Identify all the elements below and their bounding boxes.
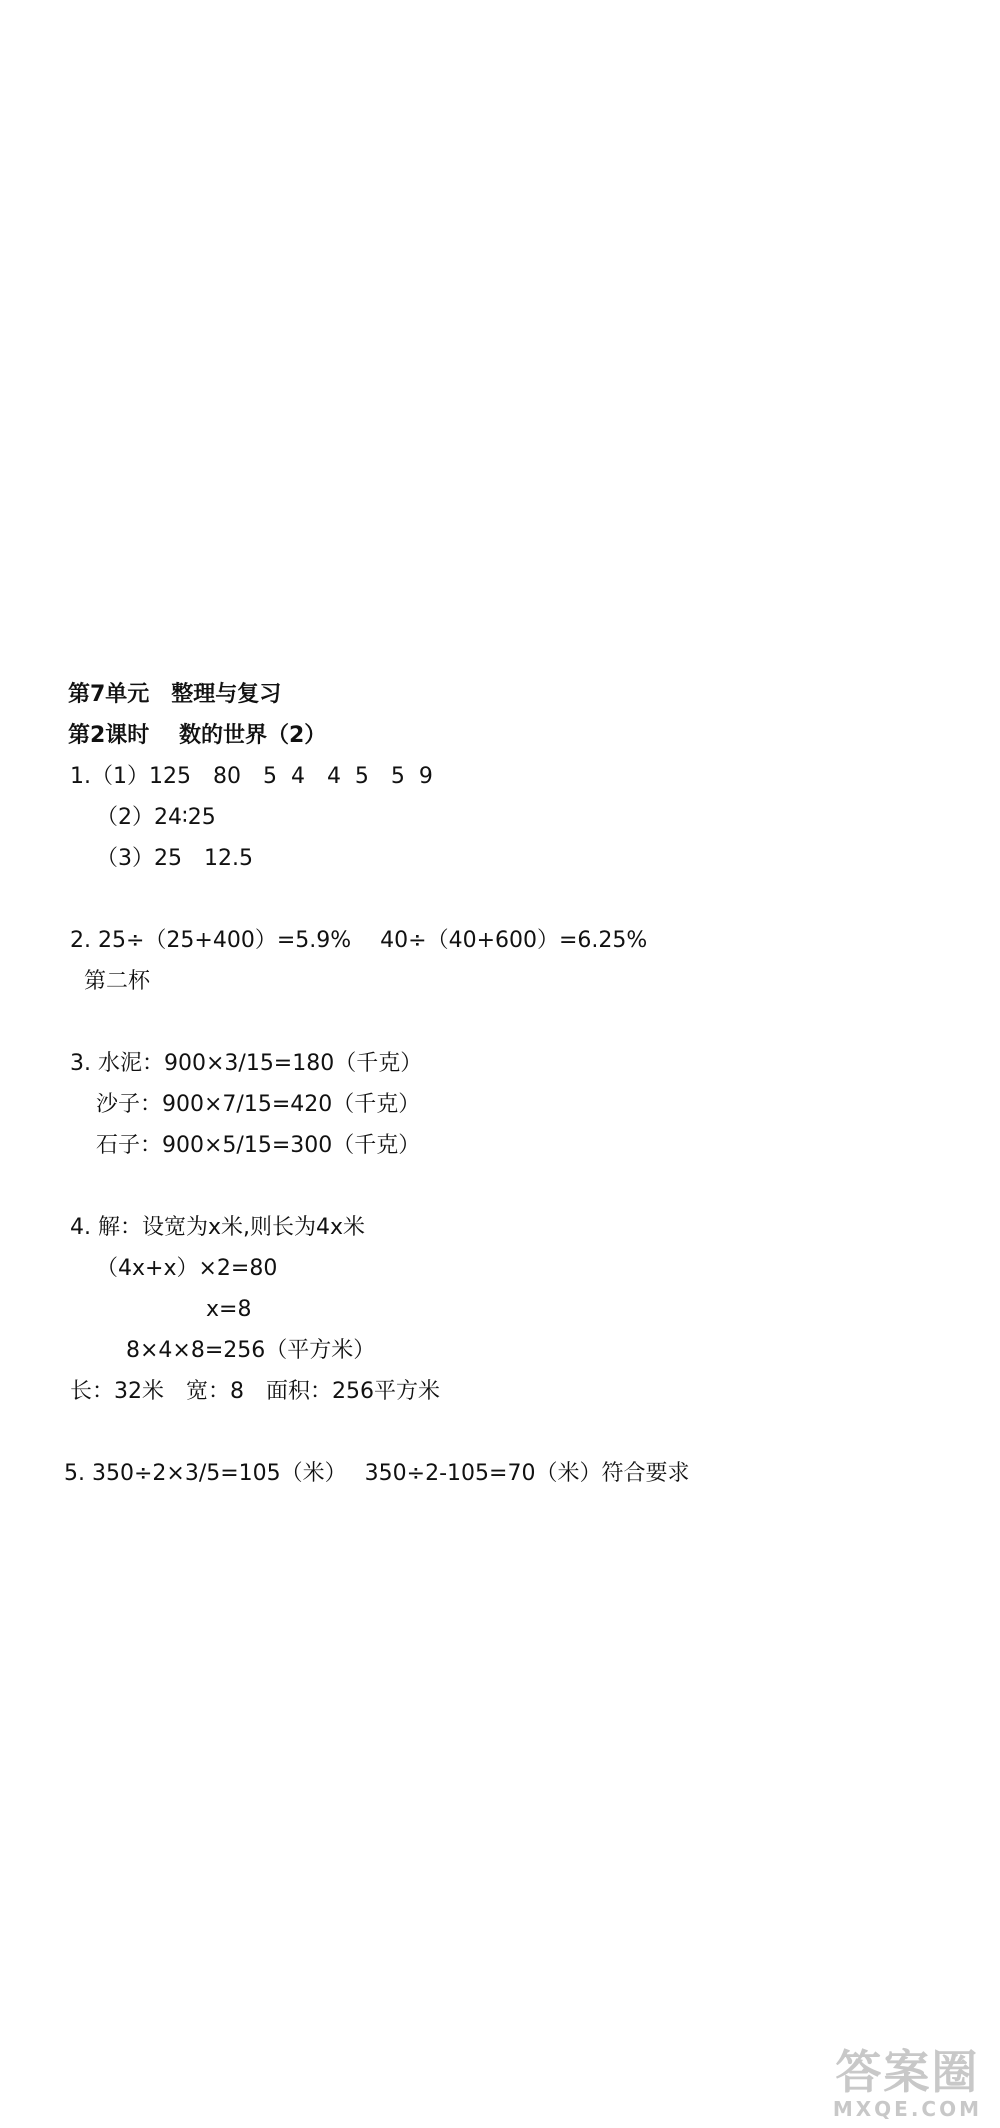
watermark-logo: 答案圈 <box>835 2045 980 2099</box>
q1-part3: （3）25 12.5 <box>96 846 253 871</box>
q4-line3: x=8 <box>206 1297 252 1322</box>
q2-line1: 2. 25÷（25+400）=5.9% 40÷（40+600）=6.25% <box>70 928 648 953</box>
q1-part1: 1.（1）125 80 5 4 4 5 5 9 <box>70 764 433 789</box>
watermark <box>833 2046 982 2120</box>
q4-line4: 8×4×8=256（平方米） <box>126 1338 376 1363</box>
q4-line2: （4x+x）×2=80 <box>96 1256 278 1281</box>
unit-title: 第7单元 整理与复习 <box>68 682 282 707</box>
q2-line2: 第二杯 <box>84 969 151 994</box>
q3-line3: 石子：900×5/15=300（千克） <box>96 1133 421 1158</box>
q1-part2: （2）24∶25 <box>96 805 216 830</box>
q4-line1: 4. 解：设宽为x米,则长为4x米 <box>70 1215 366 1240</box>
q5-line1: 5. 350÷2×3/5=105（米） 350÷2-105=70（米）符合要求 <box>64 1461 690 1486</box>
watermark-url: MXQE.COM <box>832 2097 982 2121</box>
q3-line2: 沙子：900×7/15=420（千克） <box>96 1092 421 1117</box>
q4-line5: 长：32米 宽：8 面积：256平方米 <box>70 1379 440 1404</box>
lesson-title: 第2课时 数的世界（2） <box>68 723 327 748</box>
q3-line1: 3. 水泥：900×3/15=180（千克） <box>70 1051 423 1076</box>
